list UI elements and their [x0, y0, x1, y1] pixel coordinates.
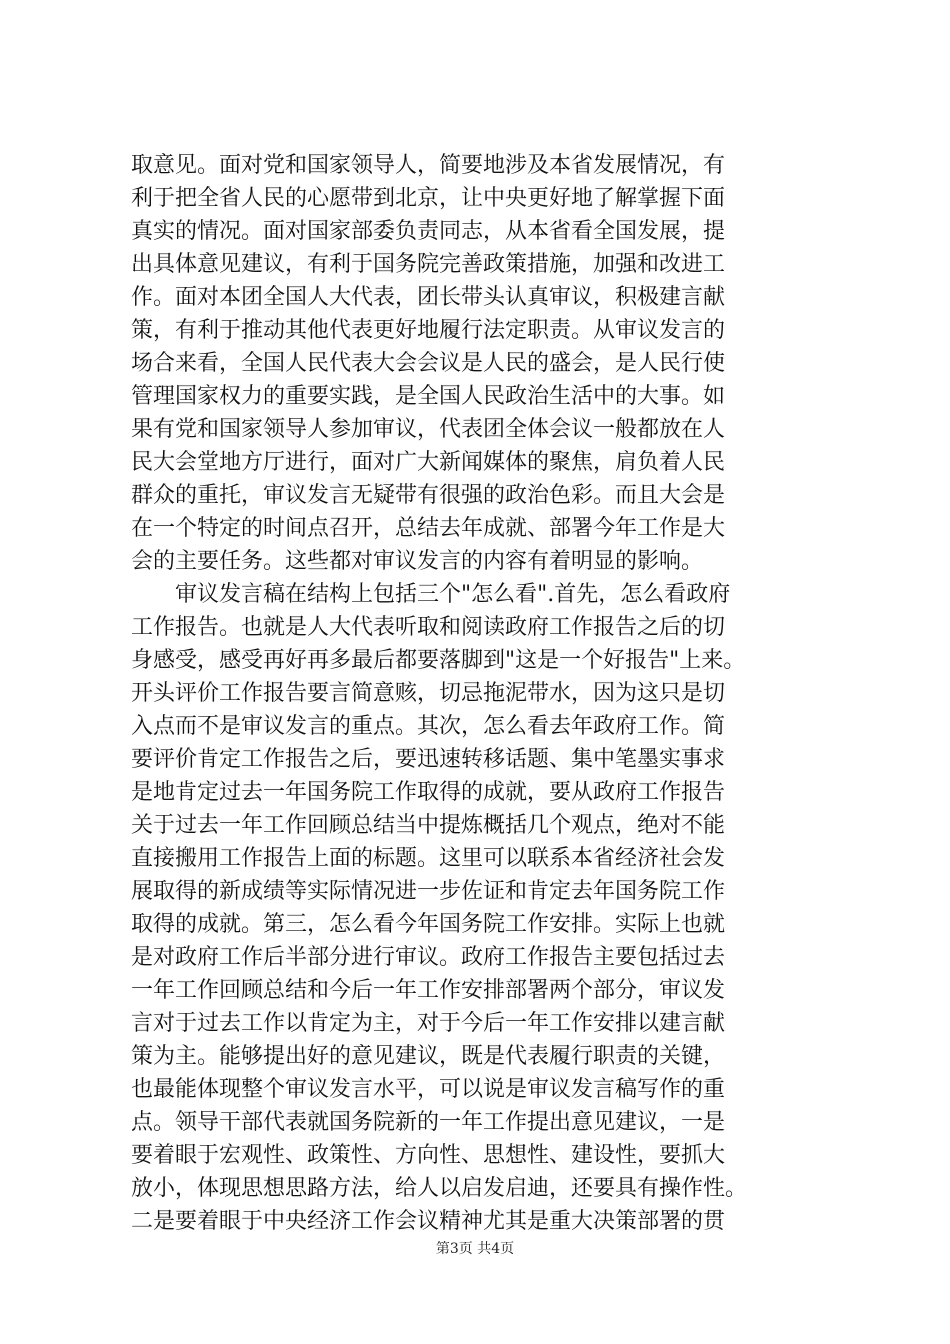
text-line: 策，有利于推动其他代表更好地履行法定职责。从审议发言的: [131, 318, 726, 343]
text-line: 作。面对本团全国人大代表，团长带头认真审议，积极建言献: [131, 285, 726, 310]
body-text: [131, 149, 831, 1238]
text-line: 策为主。能够提出好的意见建议，既是代表履行职责的关键，: [131, 1044, 726, 1069]
text-line: 是地肯定过去一年国务院工作取得的成就，要从政府工作报告: [131, 780, 726, 805]
text-line: 工作报告。也就是人大代表听取和阅读政府工作报告之后的切: [131, 615, 726, 640]
text-line: 也最能体现整个审议发言水平，可以说是审议发言稿写作的重: [131, 1077, 726, 1102]
text-line: 管理国家权力的重要实践，是全国人民政治生活中的大事。如: [131, 384, 726, 409]
text-line: 出具体意见建议，有利于国务院完善政策措施，加强和改进工: [131, 252, 726, 277]
text-line: 审议发言稿在结构上包括三个"怎么看".首先，怎么看政府: [131, 582, 731, 607]
text-line: 直接搬用工作报告上面的标题。这里可以联系本省经济社会发: [131, 846, 726, 871]
text-line: 会的主要任务。这些都对审议发言的内容有着明显的影响。: [131, 549, 704, 574]
text-line: 取得的成就。第三，怎么看今年国务院工作安排。实际上也就: [131, 912, 726, 937]
text-line: 一年工作回顾总结和今后一年工作安排部署两个部分，审议发: [131, 978, 726, 1003]
text-line: 在一个特定的时间点召开，总结去年成就、部署今年工作是大: [131, 516, 726, 541]
text-line: 展取得的新成绩等实际情况进一步佐证和肯定去年国务院工作: [131, 879, 726, 904]
text-line: 真实的情况。面对国家部委负责同志，从本省看全国发展，提: [131, 219, 726, 244]
text-line: 场合来看，全国人民代表大会会议是人民的盛会，是人民行使: [131, 351, 726, 376]
text-line: 民大会堂地方厅进行，面对广大新闻媒体的聚焦，肩负着人民: [131, 450, 726, 475]
text-line: 要评价肯定工作报告之后，要迅速转移话题、集中笔墨实事求: [131, 747, 726, 772]
text-line: 关于过去一年工作回顾总结当中提炼概括几个观点，绝对不能: [131, 813, 726, 838]
text-line: 身感受，感受再好再多最后都要落脚到"这是一个好报告"上来。: [131, 648, 746, 673]
text-line: 二是要着眼于中央经济工作会议精神尤其是重大决策部署的贯: [131, 1209, 726, 1234]
text-line: 取意见。面对党和国家领导人，简要地涉及本省发展情况，有: [131, 153, 726, 178]
page-footer: 第3页 共4页: [435, 1241, 515, 1257]
text-line: 群众的重托，审议发言无疑带有很强的政治色彩。而且大会是: [131, 483, 726, 508]
text-line: 果有党和国家领导人参加审议，代表团全体会议一般都放在人: [131, 417, 726, 442]
text-line: 放小，体现思想思路方法，给人以启发启迪，还要具有操作性。: [131, 1176, 748, 1201]
text-line: 言对于过去工作以肯定为主，对于今后一年工作安排以建言献: [131, 1011, 726, 1036]
text-line: 入点而不是审议发言的重点。其次，怎么看去年政府工作。简: [131, 714, 726, 739]
text-line: 利于把全省人民的心愿带到北京，让中央更好地了解掌握下面: [131, 186, 726, 211]
text-line: 点。领导干部代表就国务院新的一年工作提出意见建议，一是: [131, 1110, 726, 1135]
text-line: 是对政府工作后半部分进行审议。政府工作报告主要包括过去: [131, 945, 726, 970]
text-line: 要着眼于宏观性、政策性、方向性、思想性、建设性，要抓大: [131, 1143, 726, 1168]
text-line: 开头评价工作报告要言简意赅，切忌拖泥带水，因为这只是切: [131, 681, 726, 706]
